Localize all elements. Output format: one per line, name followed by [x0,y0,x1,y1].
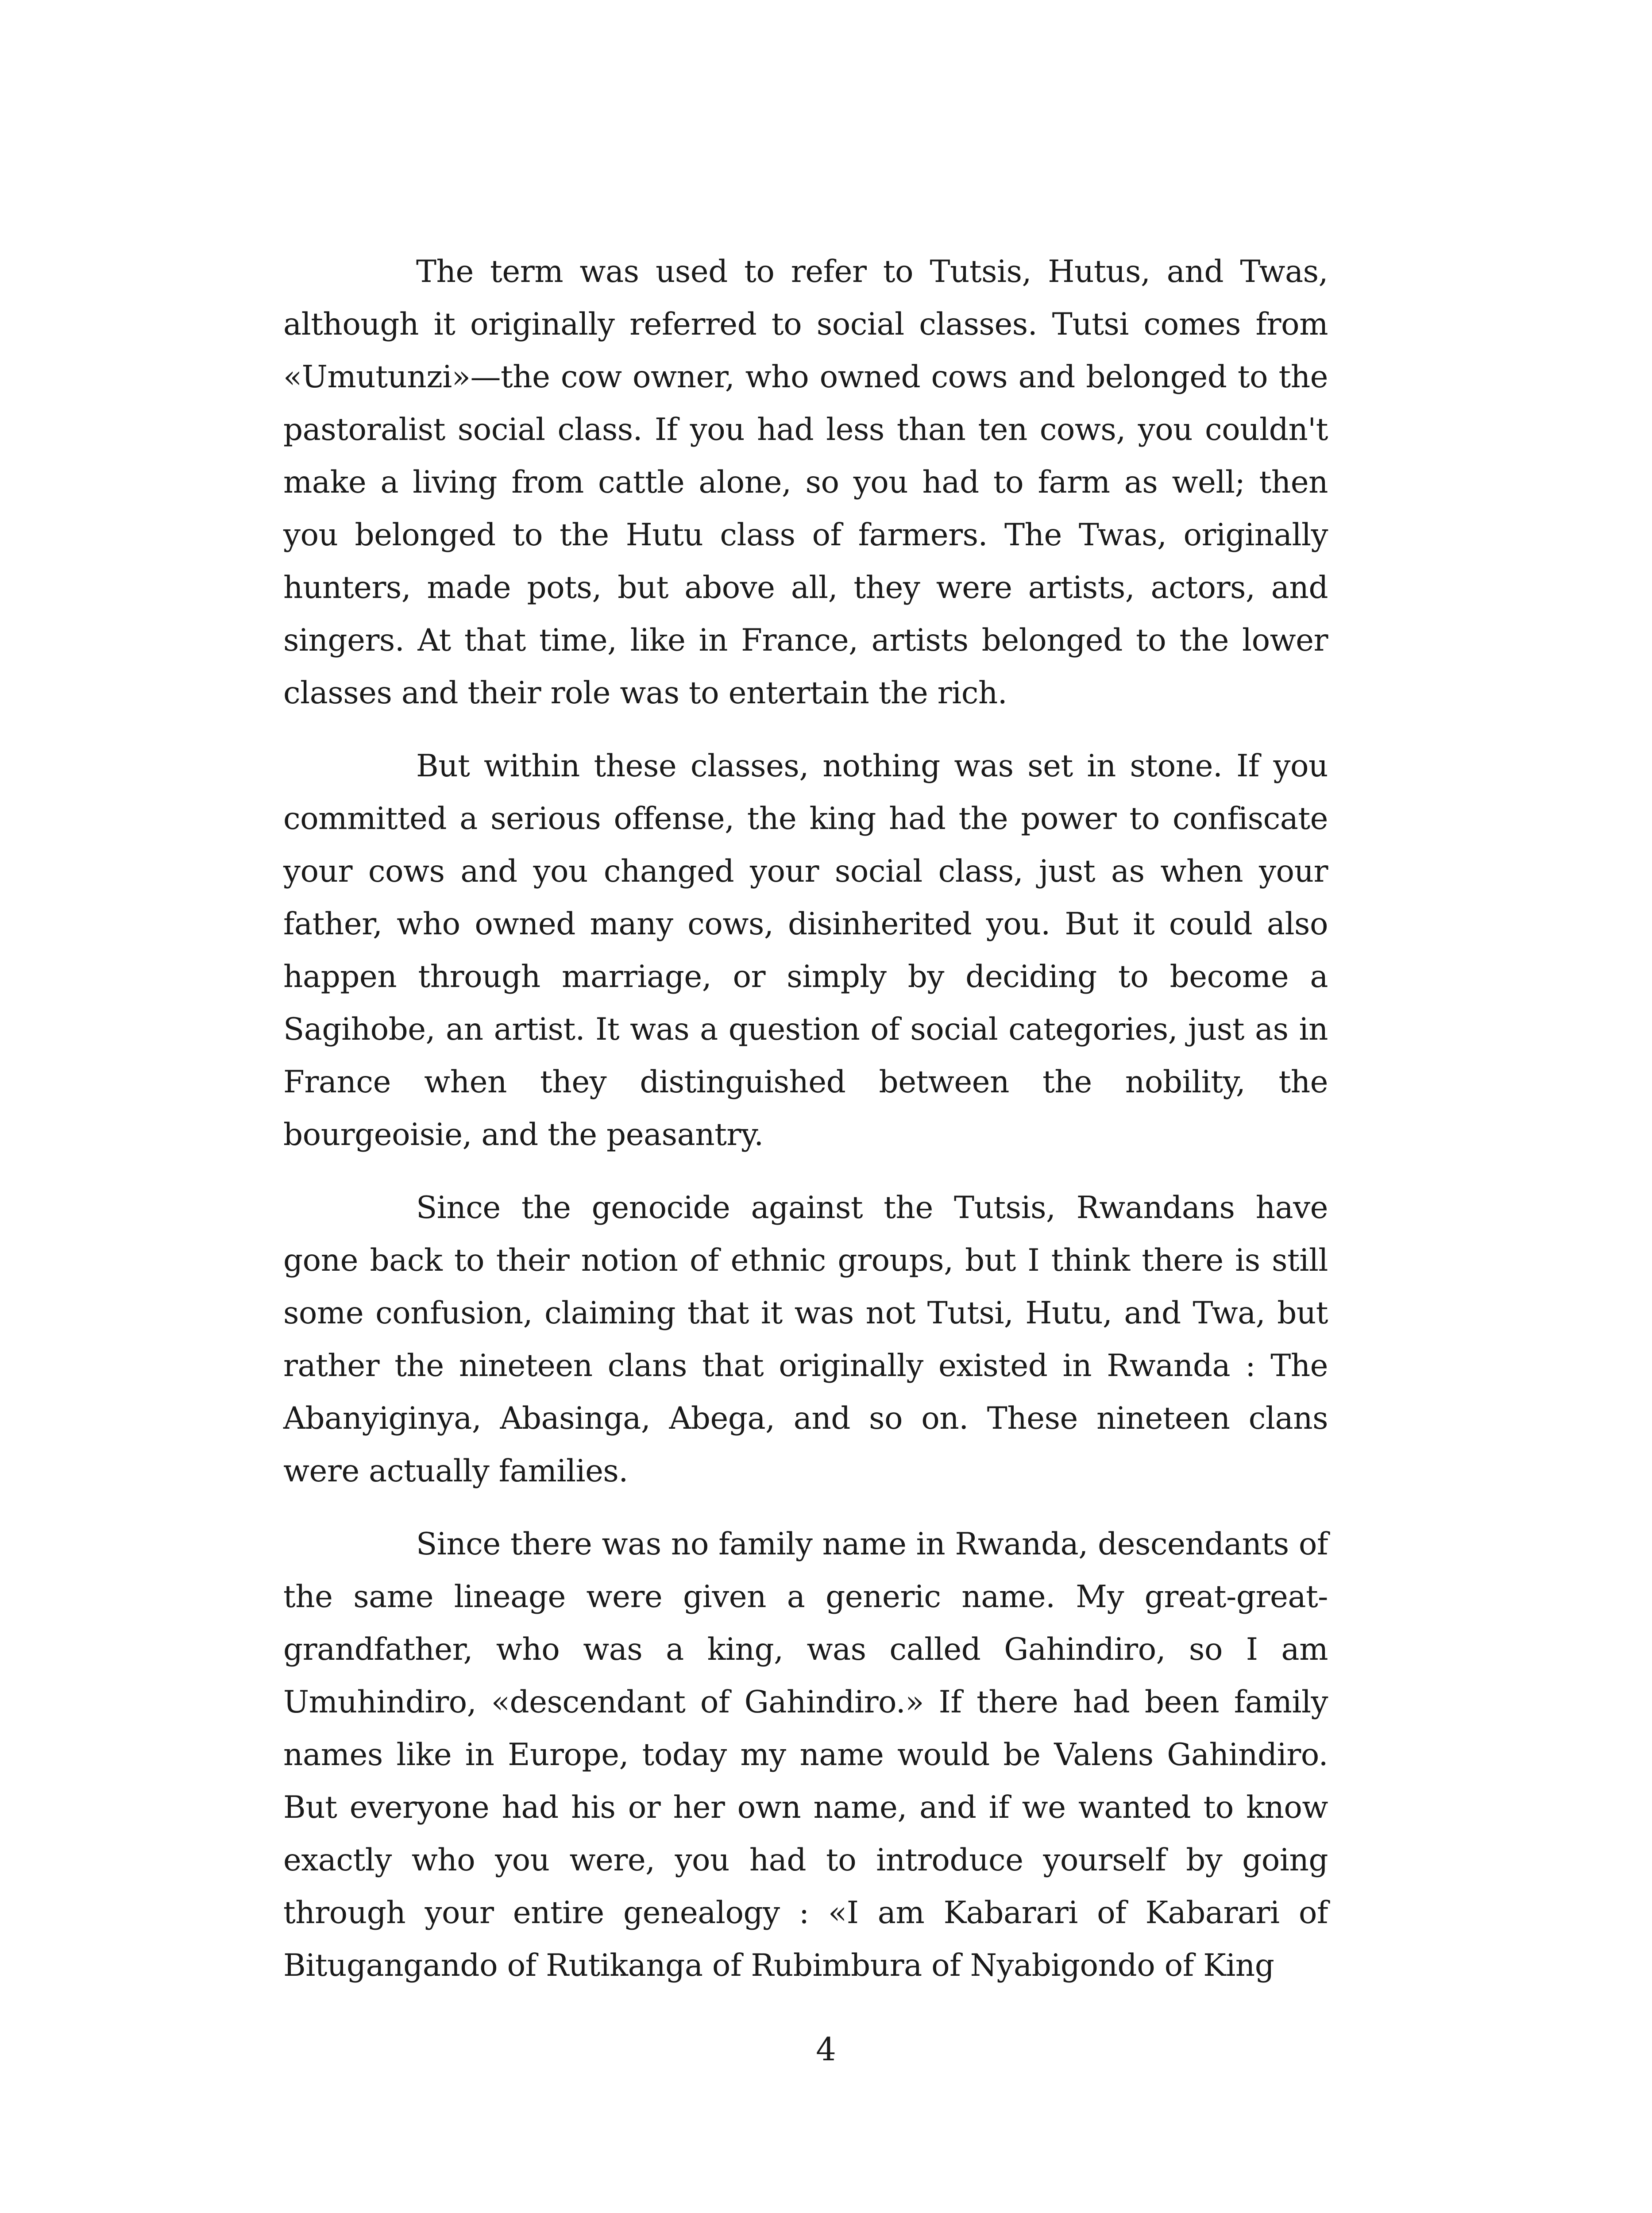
paragraph-1: The term was used to refer to Tutsis, Hutus, and Twas, although it originally referred to social classes. Tutsi comes from «Umutunzi»—the cow owner, who owned cows and belonged to the pastoralist social class. If you had less than ten cows, you couldn't make a living from cattle alone, so you had to farm as well; then you belonged to the Hutu class of farmers. The Twas, originally hunters, made pots, but above all, they were artists, actors, and singers. At that time, like in France, artists belonged to the lower classes and their role was to entertain the rich. [283,254,1328,711]
body-text [283,246,1328,2013]
page-number: 4 [816,2031,836,2068]
paragraph-2: But within these classes, nothing was set in stone. If you committed a serious offense, the king had the power to confiscate your cows and you changed your social class, just as when your father, who owned many cows, disinherited you. But it could also happen through marriage, or simply by deciding to become a Sagihobe, an artist. It was a question of social categories, just as in France when they distinguished between the nobility, the bourgeoisie, and the peasantry. [283,748,1328,1153]
paragraph-3: Since the genocide against the Tutsis, Rwandans have gone back to their notion of ethnic groups, but I think there is still some confusion, claiming that it was not Tutsi, Hutu, and Twa, but rather the nineteen clans that originally existed in Rwanda : The Abanyiginya, Abasinga, Abega, and so on. These nineteen clans were actually families. [283,1190,1328,1489]
paragraph-4: Since there was no family name in Rwanda, descendants of the same lineage were given a generic name. My great-great-grandfather, who was a king, was called Gahindiro, so I am Umuhindiro, «descendant of Gahindiro.» If there had been family names like in Europe, today my name would be Valens Gahindiro. But everyone had his or her own name, and if we wanted to know exactly who you were, you had to introduce yourself by going through your entire genealogy : «I am Kabarari of Kabarari of Bitugangando of Rutikanga of Rubimbura of Nyabigondo of King [283,1527,1328,1983]
